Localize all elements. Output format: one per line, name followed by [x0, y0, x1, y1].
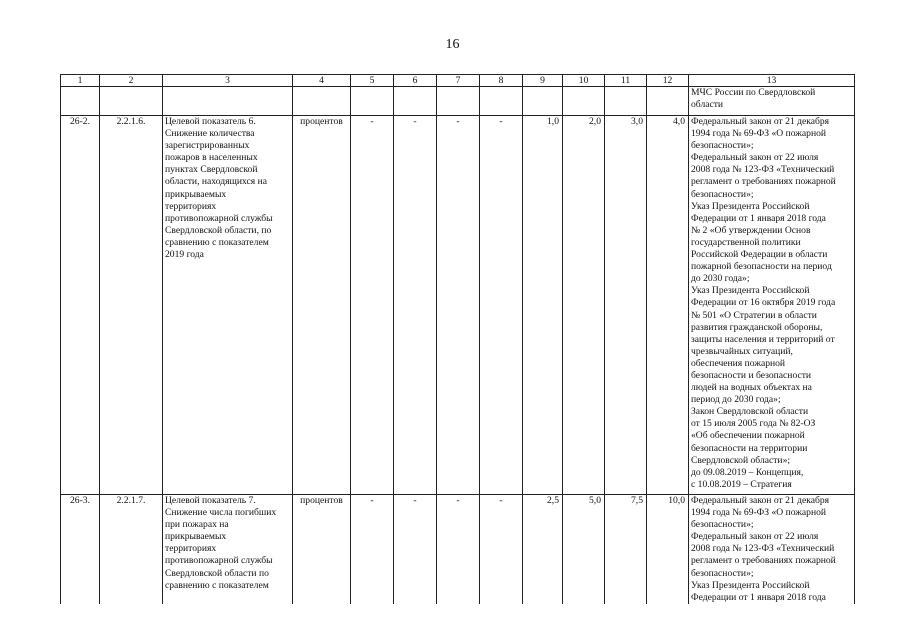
header-cell: 1	[61, 75, 100, 87]
value-cell: -	[394, 116, 437, 495]
table-row	[61, 116, 855, 495]
indicator-name: Целевой показатель 7. Снижение числа погибших при пожарах на прикрываемых территориях противопожарной службы Свердловской области по сравнению с показателем	[163, 495, 293, 604]
value-cell: 3,0	[605, 116, 647, 495]
value-cell: -	[437, 116, 480, 495]
header-cell: 8	[480, 75, 523, 87]
row-number: 26-2.	[61, 116, 100, 495]
value-cell: 2,0	[563, 116, 605, 495]
row-number: 26-3.	[61, 495, 100, 604]
header-cell: 3	[163, 75, 293, 87]
header-cell: 11	[605, 75, 647, 87]
indicator-name: Целевой показатель 6. Снижение количества зарегистрированных пожаров в населенных пунктах Свердловской области, находящихся на прикрываемых территориях противопожарной службы Свердловской области, по сравнению с показателем 2019 года	[163, 116, 293, 495]
header-row	[61, 75, 855, 87]
indicators-table	[60, 74, 855, 604]
responsible-cell: МЧС России по Свердловской области	[689, 87, 855, 116]
value-cell: -	[480, 116, 523, 495]
value-cell: -	[437, 495, 480, 604]
legal-basis-cell: Федеральный закон от 21 декабря 1994 года № 69-ФЗ «О пожарной безопасности»; Федеральный закон от 22 июля 2008 года № 123-ФЗ «Технический регламент о требованиях пожарной безопасности»; Указ Президента Российской Федерации от 1 января 2018 года	[689, 495, 855, 604]
header-cell: 9	[523, 75, 563, 87]
value-cell: -	[351, 495, 394, 604]
legal-basis-cell: Федеральный закон от 21 декабря 1994 года № 69-ФЗ «О пожарной безопасности»; Федеральный закон от 22 июля 2008 года № 123-ФЗ «Технический регламент о требованиях пожарной безопасности»; Указ Президента Российской Федерации от 1 января 2018 года № 2 «Об утверждении Основ государственной политики Российской Федерации в области пожарной безопасности на период до 2030 года»; Указ Президента Российской Федерации от 16 октября 2019 года № 501 «О Стратегии в области развития гражданской обороны, защиты населения и территорий от чрезвычайных ситуаций, обеспечения пожарной безопасности и безопасности людей на водных объектах на период до 2030 года»; Закон Свердловской области от 15 июля 2005 года № 82-ОЗ «Об обеспечении пожарной безопасности на территории Свердловской области»; до 09.08.2019 – Концепция, с 10.08.2019 – Стратегия	[689, 116, 855, 495]
value-cell: 5,0	[563, 495, 605, 604]
header-cell: 6	[394, 75, 437, 87]
table-row	[61, 495, 855, 604]
header-cell: 12	[647, 75, 689, 87]
page-number: 16	[445, 37, 460, 52]
header-cell: 4	[293, 75, 351, 87]
value-cell: 7,5	[605, 495, 647, 604]
header-cell: 2	[100, 75, 163, 87]
unit-cell: процентов	[293, 495, 351, 604]
value-cell: 2,5	[523, 495, 563, 604]
value-cell: -	[351, 116, 394, 495]
row-code: 2.2.1.7.	[100, 495, 163, 604]
value-cell: -	[394, 495, 437, 604]
header-cell: 5	[351, 75, 394, 87]
unit-cell: процентов	[293, 116, 351, 495]
value-cell: 4,0	[647, 116, 689, 495]
row-code: 2.2.1.6.	[100, 116, 163, 495]
header-cell: 7	[437, 75, 480, 87]
header-cell: 10	[563, 75, 605, 87]
value-cell: -	[480, 495, 523, 604]
value-cell: 1,0	[523, 116, 563, 495]
value-cell: 10,0	[647, 495, 689, 604]
continuation-row	[61, 87, 855, 116]
header-cell: 13	[689, 75, 855, 87]
